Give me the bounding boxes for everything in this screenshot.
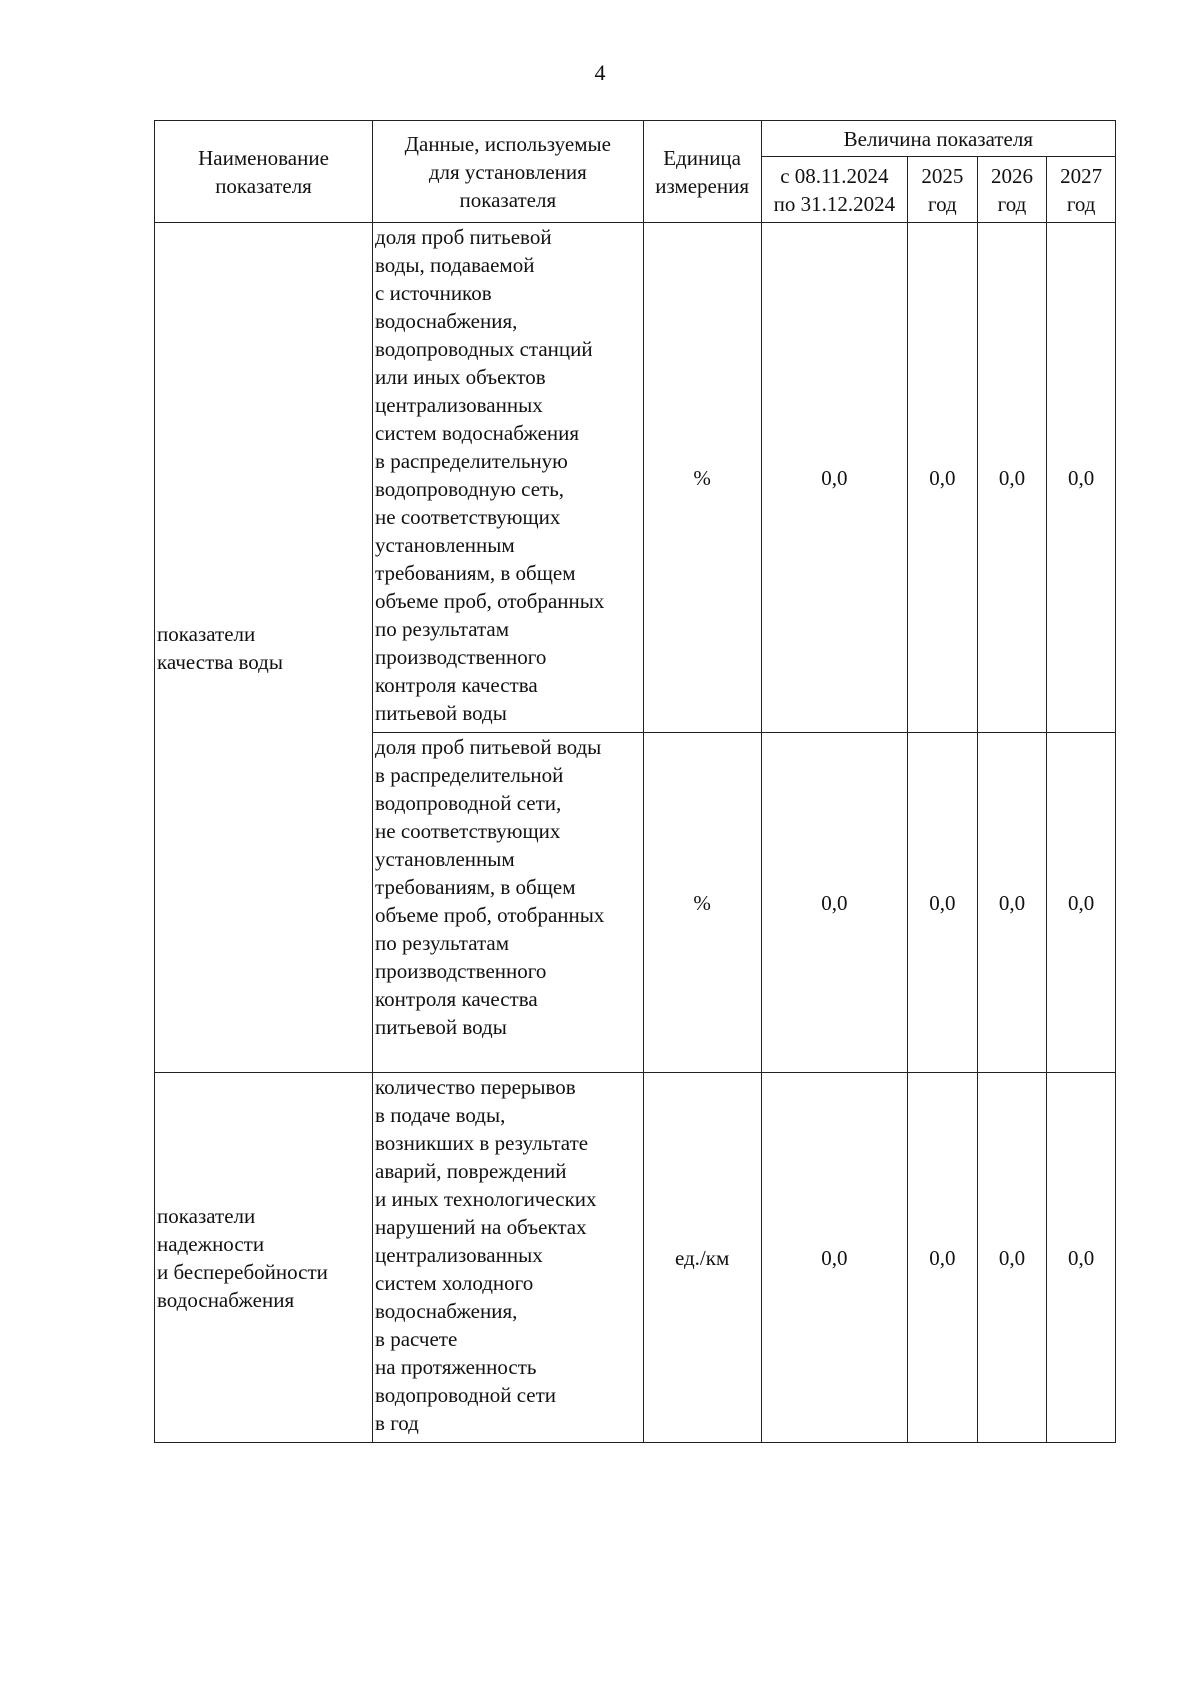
header-indicator-name: Наименование показателя [155,121,373,223]
row-unit: % [643,733,761,1073]
row-value-2027: 0,0 [1047,733,1116,1073]
row-unit: % [643,223,761,733]
table-row [155,1073,1116,1443]
row-description: доля проб питьевой воды в распределительной водопроводной сети, не соответствующих установленным требованиям, в общем объеме проб, отобранных по результатам производственного контроля качества питьевой воды [373,733,644,1073]
row-description: количество перерывов в подаче воды, возникших в результате аварий, повреждений и иных технологических нарушений на объектах централизованных систем холодного водоснабжения, в расчете на протяженность водопроводной сети в год [373,1073,644,1443]
row-value-2025: 0,0 [908,223,978,733]
indicators-table [154,120,1116,1443]
row-value-2024: 0,0 [761,733,907,1073]
row-value-2026: 0,0 [977,1073,1047,1443]
row-value-2026: 0,0 [977,733,1047,1073]
row-value-2027: 0,0 [1047,1073,1116,1443]
header-unit: Единица измерения [643,121,761,223]
row-value-2024: 0,0 [761,223,907,733]
group-name-water-quality: показатели качества воды [155,223,373,1073]
row-unit: ед./км [643,1073,761,1443]
row-value-2026: 0,0 [977,223,1047,733]
header-period-2027: 2027 год [1047,157,1116,223]
row-value-2024: 0,0 [761,1073,907,1443]
page-number: 4 [594,60,606,85]
header-value-group: Величина показателя [761,121,1115,157]
row-value-2027: 0,0 [1047,223,1116,733]
header-period-2026: 2026 год [977,157,1047,223]
table-row [155,223,1116,733]
row-value-2025: 0,0 [908,733,978,1073]
row-description: доля проб питьевой воды, подаваемой с источников водоснабжения, водопроводных станций или иных объектов централизованных систем водоснабжения в распределительную водопроводную сеть, не соответствующих установленным требованиям, в общем объеме проб, отобранных по результатам производственного контроля качества питьевой воды [373,223,644,733]
row-value-2025: 0,0 [908,1073,978,1443]
header-period-2024: с 08.11.2024 по 31.12.2024 [761,157,907,223]
group-name-reliability: показатели надежности и бесперебойности водоснабжения [155,1073,373,1443]
header-data-used: Данные, используемые для установления показателя [373,121,644,223]
header-period-2025: 2025 год [908,157,978,223]
